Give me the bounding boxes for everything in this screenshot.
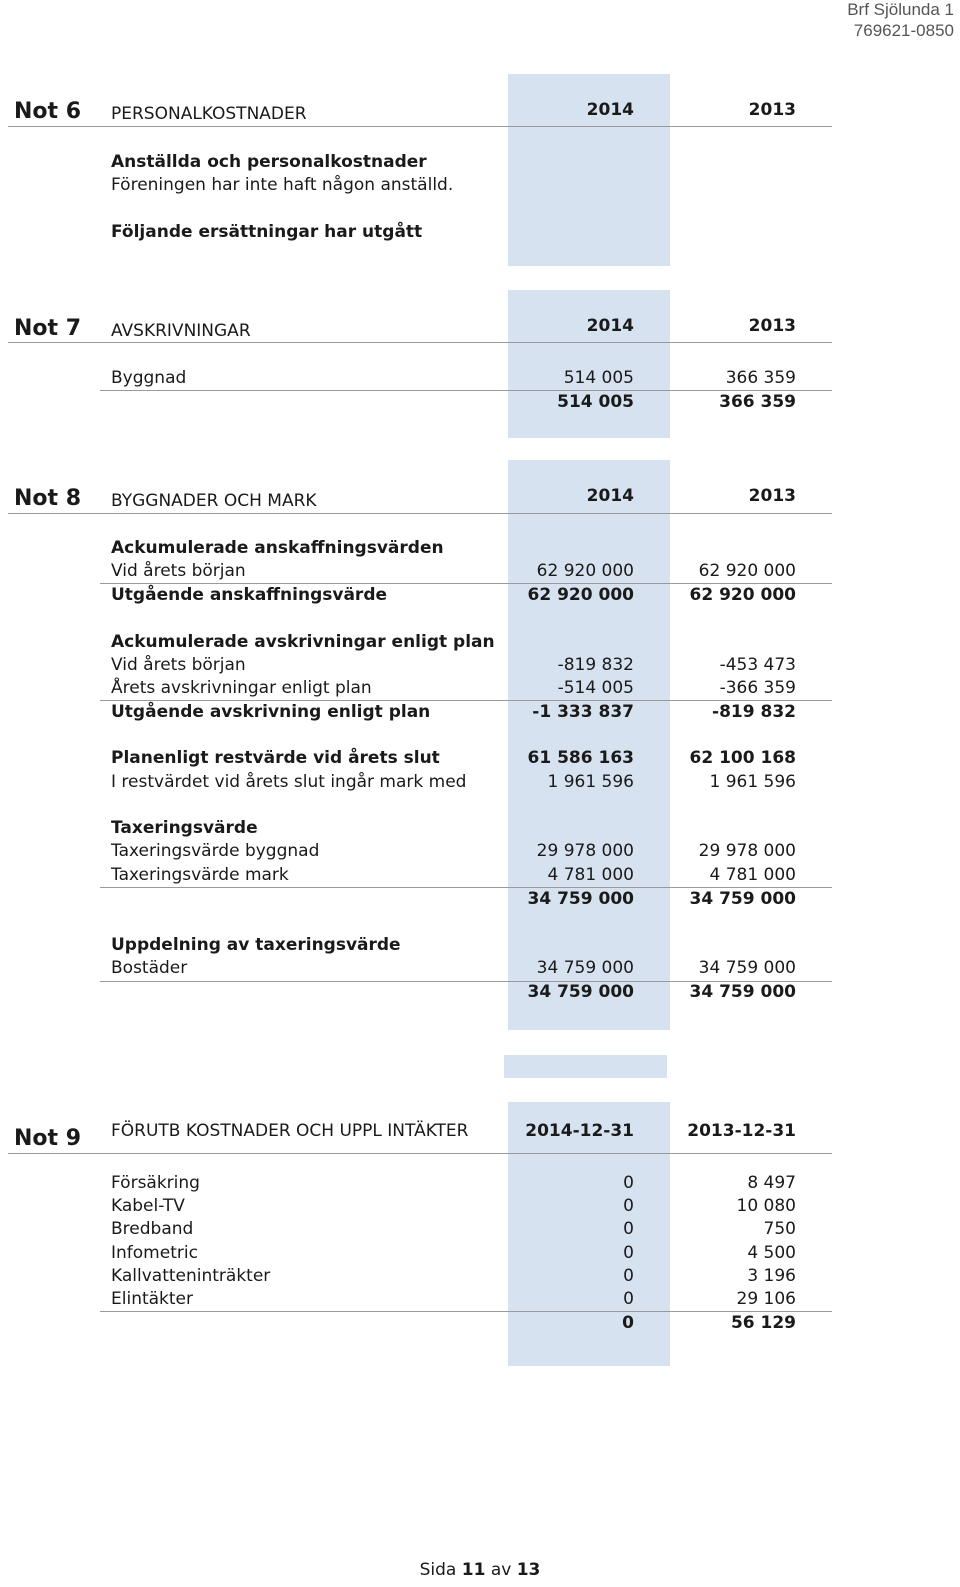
note-title: FÖRUTB KOSTNADER OCH UPPL INTÄKTER <box>111 1121 469 1141</box>
note-number: Not 6 <box>14 99 82 124</box>
row-value-previous: 62 100 168 <box>689 748 796 768</box>
row-value-current: 1 961 596 <box>547 772 634 792</box>
row-value-previous: 34 759 000 <box>698 958 796 978</box>
subheading: Anställda och personalkostnader <box>111 152 427 172</box>
current-year-band-note7 <box>508 290 670 438</box>
row-value-current: 0 <box>623 1266 634 1286</box>
note-number: Not 9 <box>14 1126 82 1151</box>
row-value-current: -819 832 <box>557 655 634 675</box>
year-header-current: 2014 <box>586 486 634 506</box>
row-value-current: 0 <box>623 1243 634 1263</box>
sum-value-previous: 34 759 000 <box>689 982 796 1002</box>
year-header-current: 2014 <box>586 316 634 336</box>
row-label: Årets avskrivningar enligt plan <box>111 678 372 698</box>
row-label: Utgående anskaffningsvärde <box>111 585 388 605</box>
sum-value-current: 34 759 000 <box>527 982 634 1002</box>
row-label: I restvärdet vid årets slut ingår mark med <box>111 772 467 792</box>
row-label: Vid årets början <box>111 561 246 581</box>
row-value-current: 0 <box>623 1289 634 1309</box>
row-value-previous: 3 196 <box>747 1266 796 1286</box>
row-value-current: 514 005 <box>563 368 634 388</box>
year-header-previous: 2013 <box>748 486 796 506</box>
org-number: 769621-0850 <box>853 21 954 40</box>
divider <box>100 390 832 391</box>
row-label: Kallvatteninträkter <box>111 1266 271 1286</box>
note-title: BYGGNADER OCH MARK <box>111 491 317 511</box>
row-value-current: -514 005 <box>557 678 634 698</box>
note-title: AVSKRIVNINGAR <box>111 321 251 341</box>
row-label: Kabel-TV <box>111 1196 185 1216</box>
year-header-current: 2014-12-31 <box>525 1121 634 1141</box>
divider <box>100 1311 832 1312</box>
sum-value-previous: 56 129 <box>730 1313 796 1333</box>
row-value-current: 0 <box>623 1196 634 1216</box>
row-value-current: 29 978 000 <box>536 841 634 861</box>
row-value-previous: 4 500 <box>747 1243 796 1263</box>
row-value-previous: 750 <box>763 1219 796 1239</box>
note-title: PERSONALKOSTNADER <box>111 104 307 124</box>
year-header-current: 2014 <box>586 100 634 120</box>
row-label: Elintäkter <box>111 1289 194 1309</box>
current-year-band-note8 <box>508 460 670 1030</box>
row-value-previous: 1 961 596 <box>709 772 796 792</box>
row-value-current: 62 920 000 <box>527 585 634 605</box>
row-value-previous: 8 497 <box>747 1173 796 1193</box>
row-label: Bredband <box>111 1219 194 1239</box>
row-label: Försäkring <box>111 1173 200 1193</box>
page-of: av <box>490 1560 512 1580</box>
subheading: Ackumulerade avskrivningar enligt plan <box>111 632 495 652</box>
note-number: Not 8 <box>14 486 82 511</box>
divider <box>8 513 832 514</box>
row-value-current: 4 781 000 <box>547 865 634 885</box>
row-value-current: 62 920 000 <box>536 561 634 581</box>
row-value-previous: 29 106 <box>736 1289 796 1309</box>
subheading: Taxeringsvärde <box>111 818 258 838</box>
row-value-current: 34 759 000 <box>536 958 634 978</box>
year-header-previous: 2013-12-31 <box>687 1121 796 1141</box>
subheading: Uppdelning av taxeringsvärde <box>111 935 401 955</box>
current-year-band-note9 <box>508 1102 670 1366</box>
row-label: Taxeringsvärde byggnad <box>111 841 320 861</box>
sum-value-previous: 34 759 000 <box>689 889 796 909</box>
sum-value-previous: 366 359 <box>719 392 796 412</box>
row-value-previous: -819 832 <box>712 702 796 722</box>
page-footer <box>0 1560 960 1580</box>
row-value-current: 0 <box>623 1219 634 1239</box>
note-number: Not 7 <box>14 316 82 341</box>
row-value-current: 0 <box>623 1173 634 1193</box>
row-label: Utgående avskrivning enligt plan <box>111 702 431 722</box>
company-name: Brf Sjölunda 1 <box>847 0 954 19</box>
row-label: Planenligt restvärde vid årets slut <box>111 748 440 768</box>
row-value-previous: -453 473 <box>719 655 796 675</box>
sum-value-current: 0 <box>622 1313 634 1333</box>
divider <box>100 700 832 701</box>
divider <box>100 583 832 584</box>
page-total: 13 <box>516 1560 541 1580</box>
subheading: Ackumulerade anskaffningsvärden <box>111 538 444 558</box>
row-value-current: 61 586 163 <box>527 748 634 768</box>
divider <box>100 887 832 888</box>
divider <box>8 126 832 127</box>
current-year-band-gap <box>504 1055 667 1078</box>
row-label: Taxeringsvärde mark <box>111 865 289 885</box>
row-value-previous: 62 920 000 <box>698 561 796 581</box>
page-prefix: Sida <box>419 1560 457 1580</box>
year-header-previous: 2013 <box>748 100 796 120</box>
year-header-previous: 2013 <box>748 316 796 336</box>
row-value-previous: -366 359 <box>719 678 796 698</box>
row-label: Infometric <box>111 1243 198 1263</box>
row-value-previous: 4 781 000 <box>709 865 796 885</box>
subheading: Följande ersättningar har utgått <box>111 222 423 242</box>
sum-value-current: 514 005 <box>557 392 634 412</box>
row-value-previous: 10 080 <box>736 1196 796 1216</box>
row-value-previous: 29 978 000 <box>698 841 796 861</box>
row-value-current: -1 333 837 <box>532 702 634 722</box>
page-number: 11 <box>461 1560 486 1580</box>
note-text: Föreningen har inte haft någon anställd. <box>111 175 454 195</box>
row-value-previous: 62 920 000 <box>689 585 796 605</box>
divider <box>8 342 832 343</box>
divider <box>8 1153 832 1154</box>
row-label: Bostäder <box>111 958 188 978</box>
row-label: Vid årets början <box>111 655 246 675</box>
sum-value-current: 34 759 000 <box>527 889 634 909</box>
row-value-previous: 366 359 <box>725 368 796 388</box>
row-label: Byggnad <box>111 368 187 388</box>
